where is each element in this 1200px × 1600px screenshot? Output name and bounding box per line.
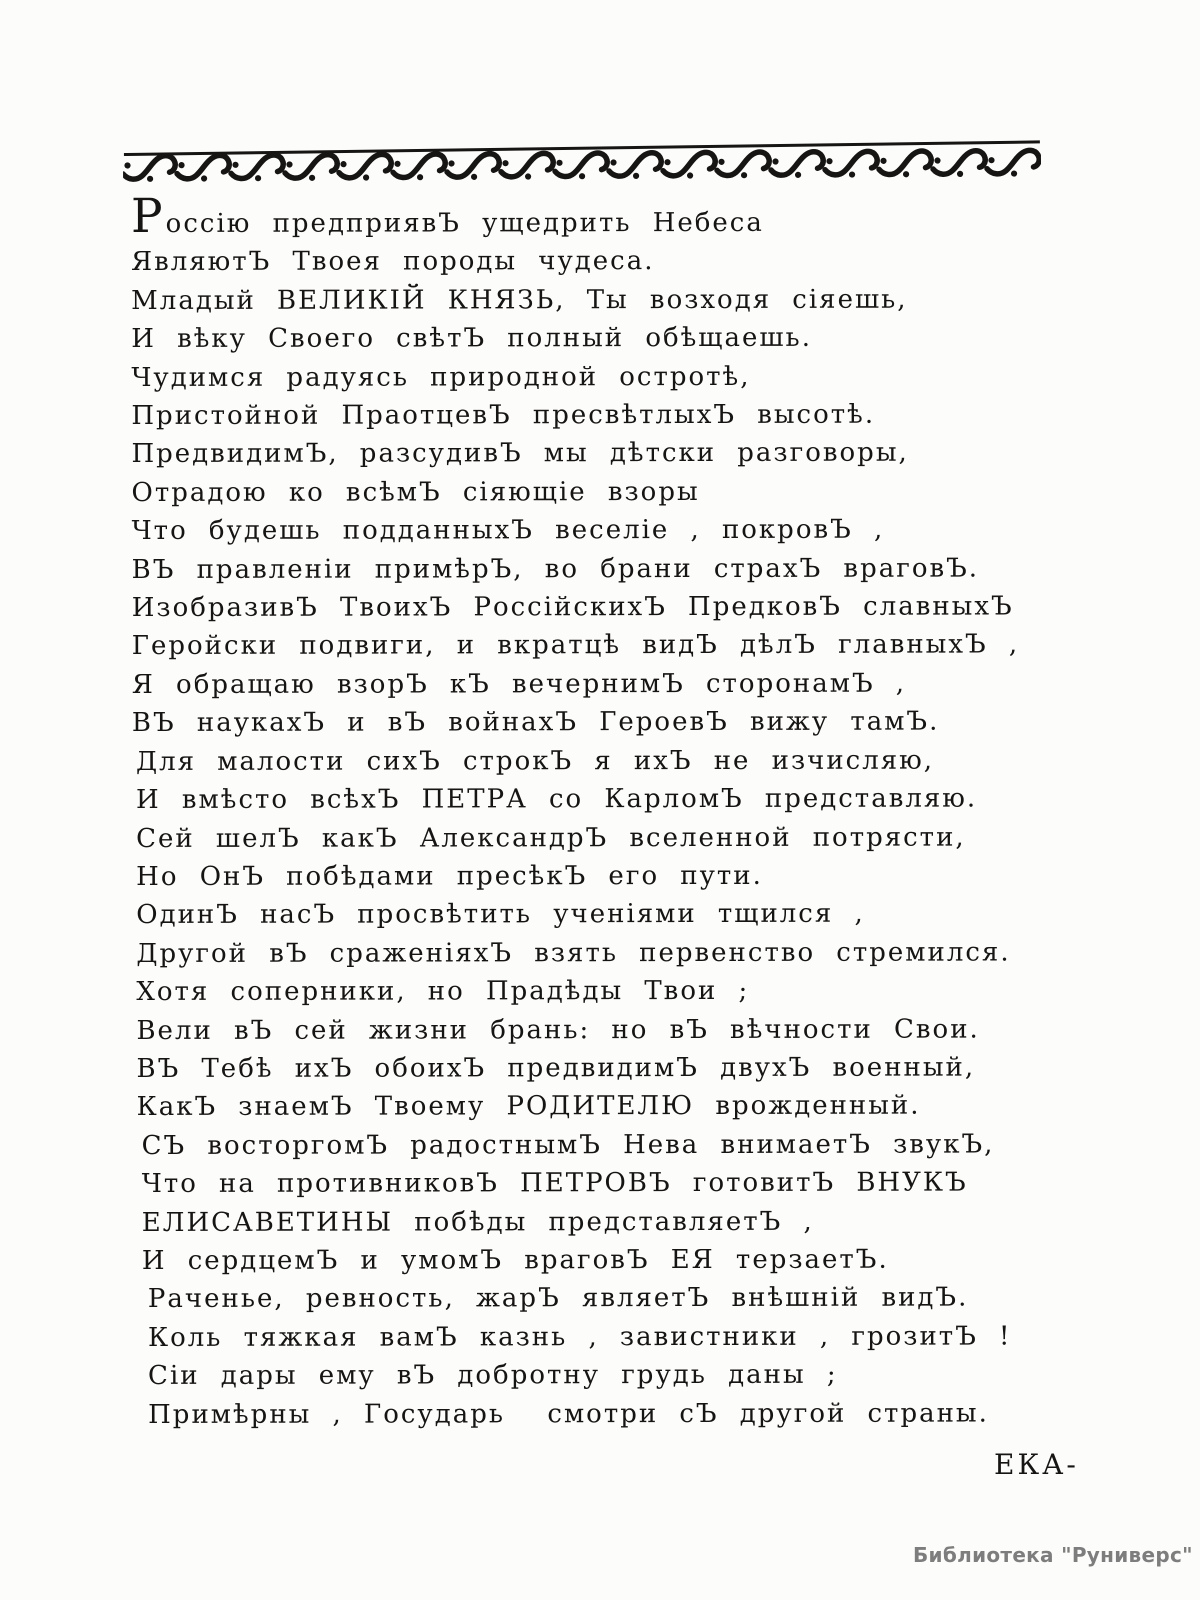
poem-line: Хотя соперники, но Прадѣды Твои ; bbox=[136, 976, 750, 1008]
poem-line: Сіи дары ему вЪ добротну грудь даны ; bbox=[148, 1359, 838, 1392]
poem-line: ЯвляютЪ Твоея породы чудеса. bbox=[131, 246, 655, 278]
poem-line: Примѣрны , Государь смотри сЪ другой страны. bbox=[148, 1398, 989, 1430]
poem-line: Сей шелЪ какЪ АлександрЪ вселенной потрясти, bbox=[136, 822, 966, 854]
poem-line: И сердцемЪ и умомЪ враговЪ ЕЯ терзаетЪ. bbox=[141, 1244, 889, 1276]
poem-line: ИзобразивЪ ТвоихЪ РоссійскихЪ ПредковЪ славныхЪ bbox=[131, 591, 1014, 624]
poem-line: ВЪ Тебѣ ихЪ обоихЪ предвидимЪ двухЪ военный, bbox=[136, 1052, 976, 1084]
poem-line-first-rest: оссію предприявЪ ущедрить Небеса bbox=[165, 207, 764, 239]
header-ornament bbox=[123, 136, 1041, 186]
poem-line: И вмѣсто всѣхЪ ПЕТРА со КарломЪ представляю. bbox=[136, 783, 978, 816]
poem-line: Вели вЪ сей жизни брань: но вЪ вѣчности Свои. bbox=[136, 1014, 980, 1046]
poem-line: Пристойной ПраотцевЪ пресвѣтлыхЪ высотѣ. bbox=[131, 399, 876, 432]
poem-line: Младый ВЕЛИКІЙ КНЯЗЬ, Ты возходя сіяешь, bbox=[131, 284, 908, 316]
poem-line: Чудимся радуясь природной остротѣ, bbox=[131, 361, 751, 393]
poem-line: ОдинЪ насЪ просвѣтить ученіями тщился , bbox=[136, 899, 865, 931]
poem-text bbox=[130, 188, 1093, 1434]
poem-line: ЕЛИСАВЕТИНЫ побѣды представляетЪ , bbox=[141, 1206, 814, 1238]
poem-line: СЪ восторгомЪ радостнымЪ Нева внимаетЪ звукЪ, bbox=[141, 1129, 995, 1161]
poem-line: КакЪ знаемЪ Твоему РОДИТЕЛЮ врожденный. bbox=[136, 1090, 921, 1123]
poem-line: Геройски подвиги, и вкратцѣ видЪ дѣлЪ главныхЪ , bbox=[131, 629, 1020, 662]
poem-line: Что на противниковЪ ПЕТРОВЪ готовитЪ ВНУКЪ bbox=[141, 1167, 968, 1200]
library-watermark: Библиотека "Руниверс" bbox=[913, 1543, 1193, 1567]
catchword: ЕКА- bbox=[994, 1448, 1079, 1481]
poem-line: Другой вЪ сраженіяхЪ взять первенство стремился. bbox=[136, 937, 1011, 969]
poem-line: Но ОнЪ побѣдами пресѣкЪ его пути. bbox=[136, 860, 763, 892]
poem-line-first bbox=[130, 188, 1091, 244]
scroll-frieze-ornament bbox=[123, 136, 1041, 186]
poem-line: Для малости сихЪ строкЪ я ихЪ не изчисляю, bbox=[135, 745, 935, 777]
poem-line: И вѣку Своего свѣтЪ полный обѣщаешь. bbox=[131, 323, 812, 355]
poem-line: Раченье, ревность, жарЪ являетЪ внѣшній видЪ. bbox=[147, 1282, 969, 1315]
drop-cap: Р bbox=[130, 188, 166, 244]
poem-line: Коль тяжкая вамЪ казнь , завистники , грозитЪ ! bbox=[147, 1321, 1012, 1353]
poem-line: ВЪ наукахЪ и вЪ войнахЪ ГероевЪ вижу тамЪ. bbox=[131, 706, 940, 739]
poem-line: Я обращаю взорЪ кЪ вечернимЪ сторонамЪ , bbox=[131, 668, 907, 700]
poem-line: ВЪ правленіи примѣрЪ, во брани страхЪ враговЪ. bbox=[131, 553, 980, 585]
poem-line: Что будешь подданныхЪ веселіе , покровЪ , bbox=[131, 514, 885, 547]
poem-line: Отрадою ко всѣмЪ сіяющіе взоры bbox=[131, 476, 700, 508]
poem-line: ПредвидимЪ, разсудивЪ мы дѣтски разговоры, bbox=[131, 438, 909, 470]
